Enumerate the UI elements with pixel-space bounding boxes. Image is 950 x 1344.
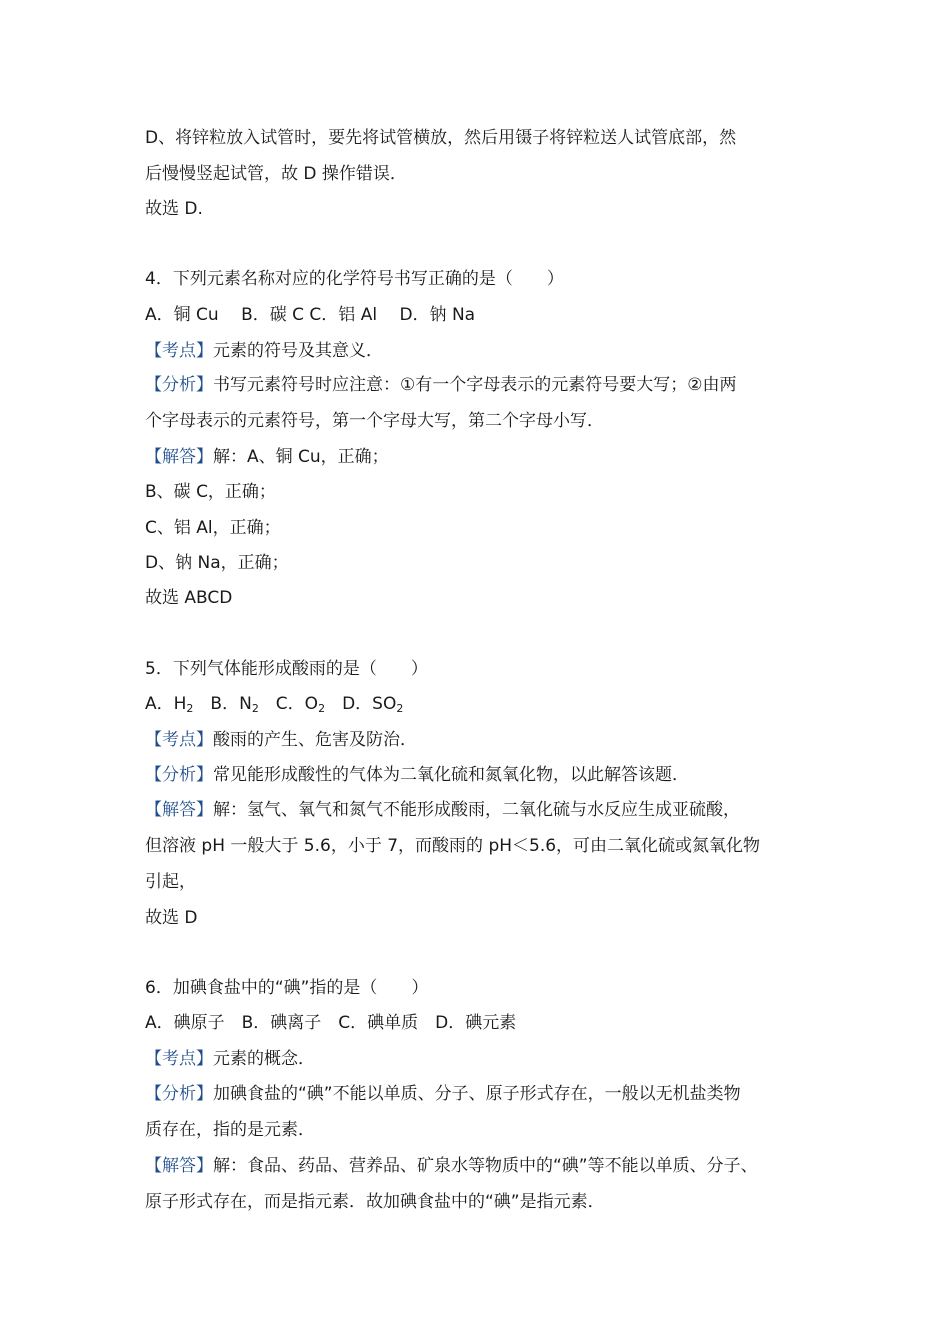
jieda-tag: 【解答】 <box>145 1156 213 1176</box>
q6-fenxi-row <box>145 1083 741 1105</box>
kaodian-tag: 【考点】 <box>145 730 213 750</box>
q5-jieda-line-3: 引起， <box>145 872 196 892</box>
q4-kaodian-row <box>145 340 383 362</box>
q4-kaodian: 元素的符号及其意义． <box>213 341 383 361</box>
subscript: 2 <box>186 702 194 715</box>
q5-jieda-row <box>145 799 740 821</box>
q5-jieda-line-2: 但溶液 pH 一般大于 5.6，小于 7，而酸雨的 pH＜5.6，可由二氧化硫或氮氧化物 <box>145 836 761 856</box>
subscript: 2 <box>396 702 404 715</box>
jieda-tag: 【解答】 <box>145 447 213 467</box>
q4-fenxi-line-1: 书写元素符号时应注意：①有一个字母表示的元素符号要大写；②由两 <box>213 375 737 395</box>
jieda-tag: 【解答】 <box>145 800 213 820</box>
q4-answer: 故选 ABCD <box>145 588 233 608</box>
q4-options: A．铜 Cu B．碳 C C．铝 Al D．钠 Na <box>145 305 476 325</box>
q4-jieda: 解：A、铜 Cu，正确； <box>213 447 389 467</box>
subscript: 2 <box>318 702 326 715</box>
q6-fenxi-line-2: 质存在，指的是元素． <box>145 1120 315 1140</box>
q6-jieda-line-1: 解：食品、药品、营养品、矿泉水等物质中的“碘”等不能以单质、分子、 <box>213 1156 758 1176</box>
q5-kaodian-row <box>145 729 417 751</box>
fenxi-tag: 【分析】 <box>145 1084 213 1104</box>
q3-answer: 故选 D. <box>145 199 203 219</box>
q6-kaodian: 元素的概念． <box>213 1049 315 1069</box>
fenxi-tag: 【分析】 <box>145 765 213 785</box>
q4-jieda-c: C、铝 Al，正确； <box>145 518 281 538</box>
q6-jieda-line-2: 原子形式存在，而是指元素．故加碘食盐中的“碘”是指元素． <box>145 1192 605 1212</box>
q6-stem: 6．加碘食盐中的“碘”指的是（ ） <box>145 978 429 998</box>
q3-explanation-line-2: 后慢慢竖起试管，故 D 操作错误． <box>145 164 407 184</box>
kaodian-tag: 【考点】 <box>145 341 213 361</box>
q5-fenxi: 常见能形成酸性的气体为二氧化硫和氮氧化物，以此解答该题． <box>213 765 689 785</box>
q4-jieda-row <box>145 446 389 468</box>
q6-options: A．碘原子 B．碘离子 C．碘单质 D．碘元素 <box>145 1013 517 1033</box>
q5-jieda-line-1: 解：氢气、氧气和氮气不能形成酸雨，二氧化硫与水反应生成亚硫酸， <box>213 800 740 820</box>
kaodian-tag: 【考点】 <box>145 1049 213 1069</box>
q5-options <box>145 693 403 715</box>
q4-fenxi-line-2: 个字母表示的元素符号，第一个字母大写，第二个字母小写． <box>145 411 604 431</box>
q5-kaodian: 酸雨的产生、危害及防治． <box>213 730 417 750</box>
q5-option-a: A．H <box>145 694 187 714</box>
q6-kaodian-row <box>145 1048 315 1070</box>
q5-option-c: C．O <box>258 694 319 714</box>
q4-stem: 4．下列元素名称对应的化学符号书写正确的是（ ） <box>145 269 564 289</box>
q6-jieda-row <box>145 1155 758 1177</box>
q4-jieda-b: B、碳 C，正确； <box>145 482 276 502</box>
q5-option-b: B．N <box>193 694 252 714</box>
subscript: 2 <box>251 702 259 715</box>
q4-fenxi-row <box>145 374 736 396</box>
fenxi-tag: 【分析】 <box>145 375 213 395</box>
q5-fenxi-row <box>145 764 689 786</box>
q5-answer: 故选 D <box>145 908 198 928</box>
q5-stem: 5．下列气体能形成酸雨的是（ ） <box>145 659 428 679</box>
q4-jieda-d: D、钠 Na，正确； <box>145 553 289 573</box>
q6-fenxi-line-1: 加碘食盐的“碘”不能以单质、分子、原子形式存在，一般以无机盐类物 <box>213 1084 741 1104</box>
q3-explanation-line-1: D、将锌粒放入试管时，要先将试管横放，然后用镊子将锌粒送人试管底部，然 <box>145 128 737 148</box>
q5-option-d: D．SO <box>325 694 397 714</box>
